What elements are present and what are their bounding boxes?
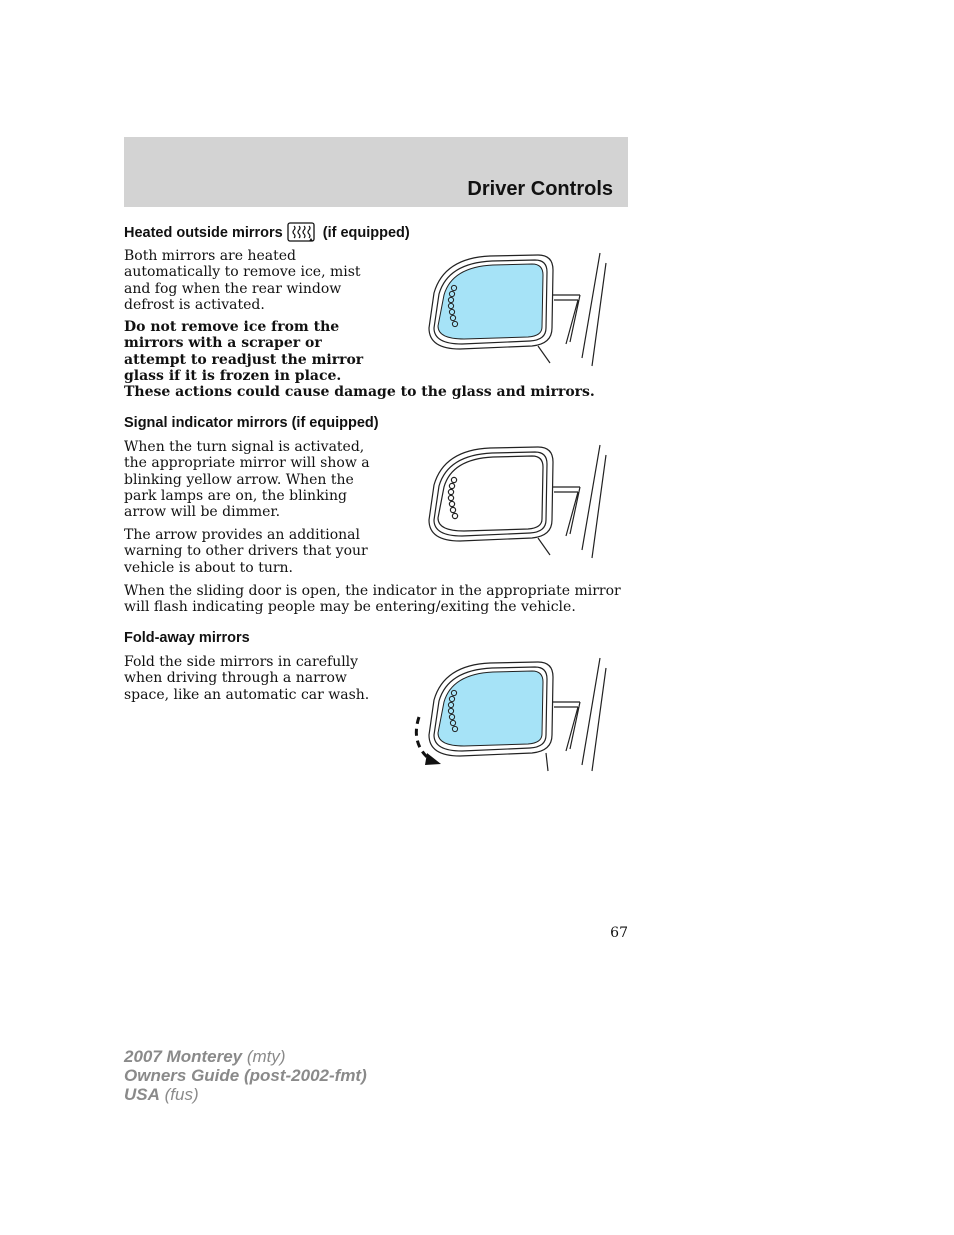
text-line: and fog when the rear window	[124, 280, 342, 297]
text-line: defrost is activated.	[124, 296, 265, 313]
text-line: Both mirrors are heated	[124, 248, 296, 264]
fold-direction-arrow	[416, 717, 427, 757]
fold-away-mirror-illustration	[405, 655, 610, 775]
header-band	[124, 137, 628, 207]
text-line: the appropriate mirror will show a	[124, 455, 370, 472]
text-line: glass if it is frozen in place.	[124, 367, 342, 384]
sliding-door-note	[124, 583, 621, 616]
text-line: when driving through a narrow	[124, 670, 347, 687]
text-line: automatically to remove ice, mist	[124, 264, 361, 281]
fold-away-mirrors-description	[124, 654, 369, 703]
text-line: mirrors with a scraper or	[124, 335, 322, 352]
footer-market: USA	[124, 1085, 160, 1104]
text-line: These actions could cause damage to the glass and mirrors.	[124, 384, 595, 401]
document-footer	[124, 1047, 367, 1104]
signal-mirror-illustration	[420, 440, 610, 560]
text-line: blinking yellow arrow. When the	[124, 471, 354, 488]
rear-defrost-icon	[287, 222, 315, 246]
page-number: 67	[610, 925, 628, 941]
signal-mirrors-additional-warning	[124, 527, 368, 576]
text-line: Do not remove ice from the	[124, 319, 340, 335]
text-line: Fold the side mirrors in carefully	[124, 654, 359, 670]
heated-mirrors-heading-text: Heated outside mirrors	[124, 225, 283, 241]
fold-away-mirrors-heading: Fold-away mirrors	[124, 630, 250, 646]
footer-guide: Owners Guide (post-2002-fmt)	[124, 1066, 367, 1085]
text-line: warning to other drivers that your	[124, 543, 368, 560]
footer-model: 2007 Monterey	[124, 1047, 243, 1066]
text-line: attempt to readjust the mirror	[124, 351, 364, 368]
heated-mirrors-heading	[124, 222, 410, 246]
page-section-title: Driver Controls	[467, 178, 613, 200]
heated-mirrors-heading-suffix: (if equipped)	[322, 225, 410, 241]
footer-model-code: (mty)	[246, 1047, 286, 1066]
heated-mirrors-description	[124, 248, 361, 313]
text-line: will flash indicating people may be entering/exiting the vehicle.	[124, 599, 576, 616]
text-line: When the sliding door is open, the indicator in the appropriate mirror	[124, 583, 621, 599]
text-line: arrow will be dimmer.	[124, 504, 281, 521]
text-line: vehicle is about to turn.	[124, 559, 293, 576]
signal-mirrors-description	[124, 439, 370, 520]
text-line: The arrow provides an additional	[124, 527, 360, 543]
footer-market-code: (fus)	[164, 1085, 199, 1104]
text-line: park lamps are on, the blinking	[124, 487, 348, 504]
heated-mirror-illustration	[420, 248, 610, 368]
signal-mirrors-heading: Signal indicator mirrors (if equipped)	[124, 415, 379, 431]
text-line: space, like an automatic car wash.	[124, 686, 370, 703]
text-line: When the turn signal is activated,	[124, 439, 365, 455]
